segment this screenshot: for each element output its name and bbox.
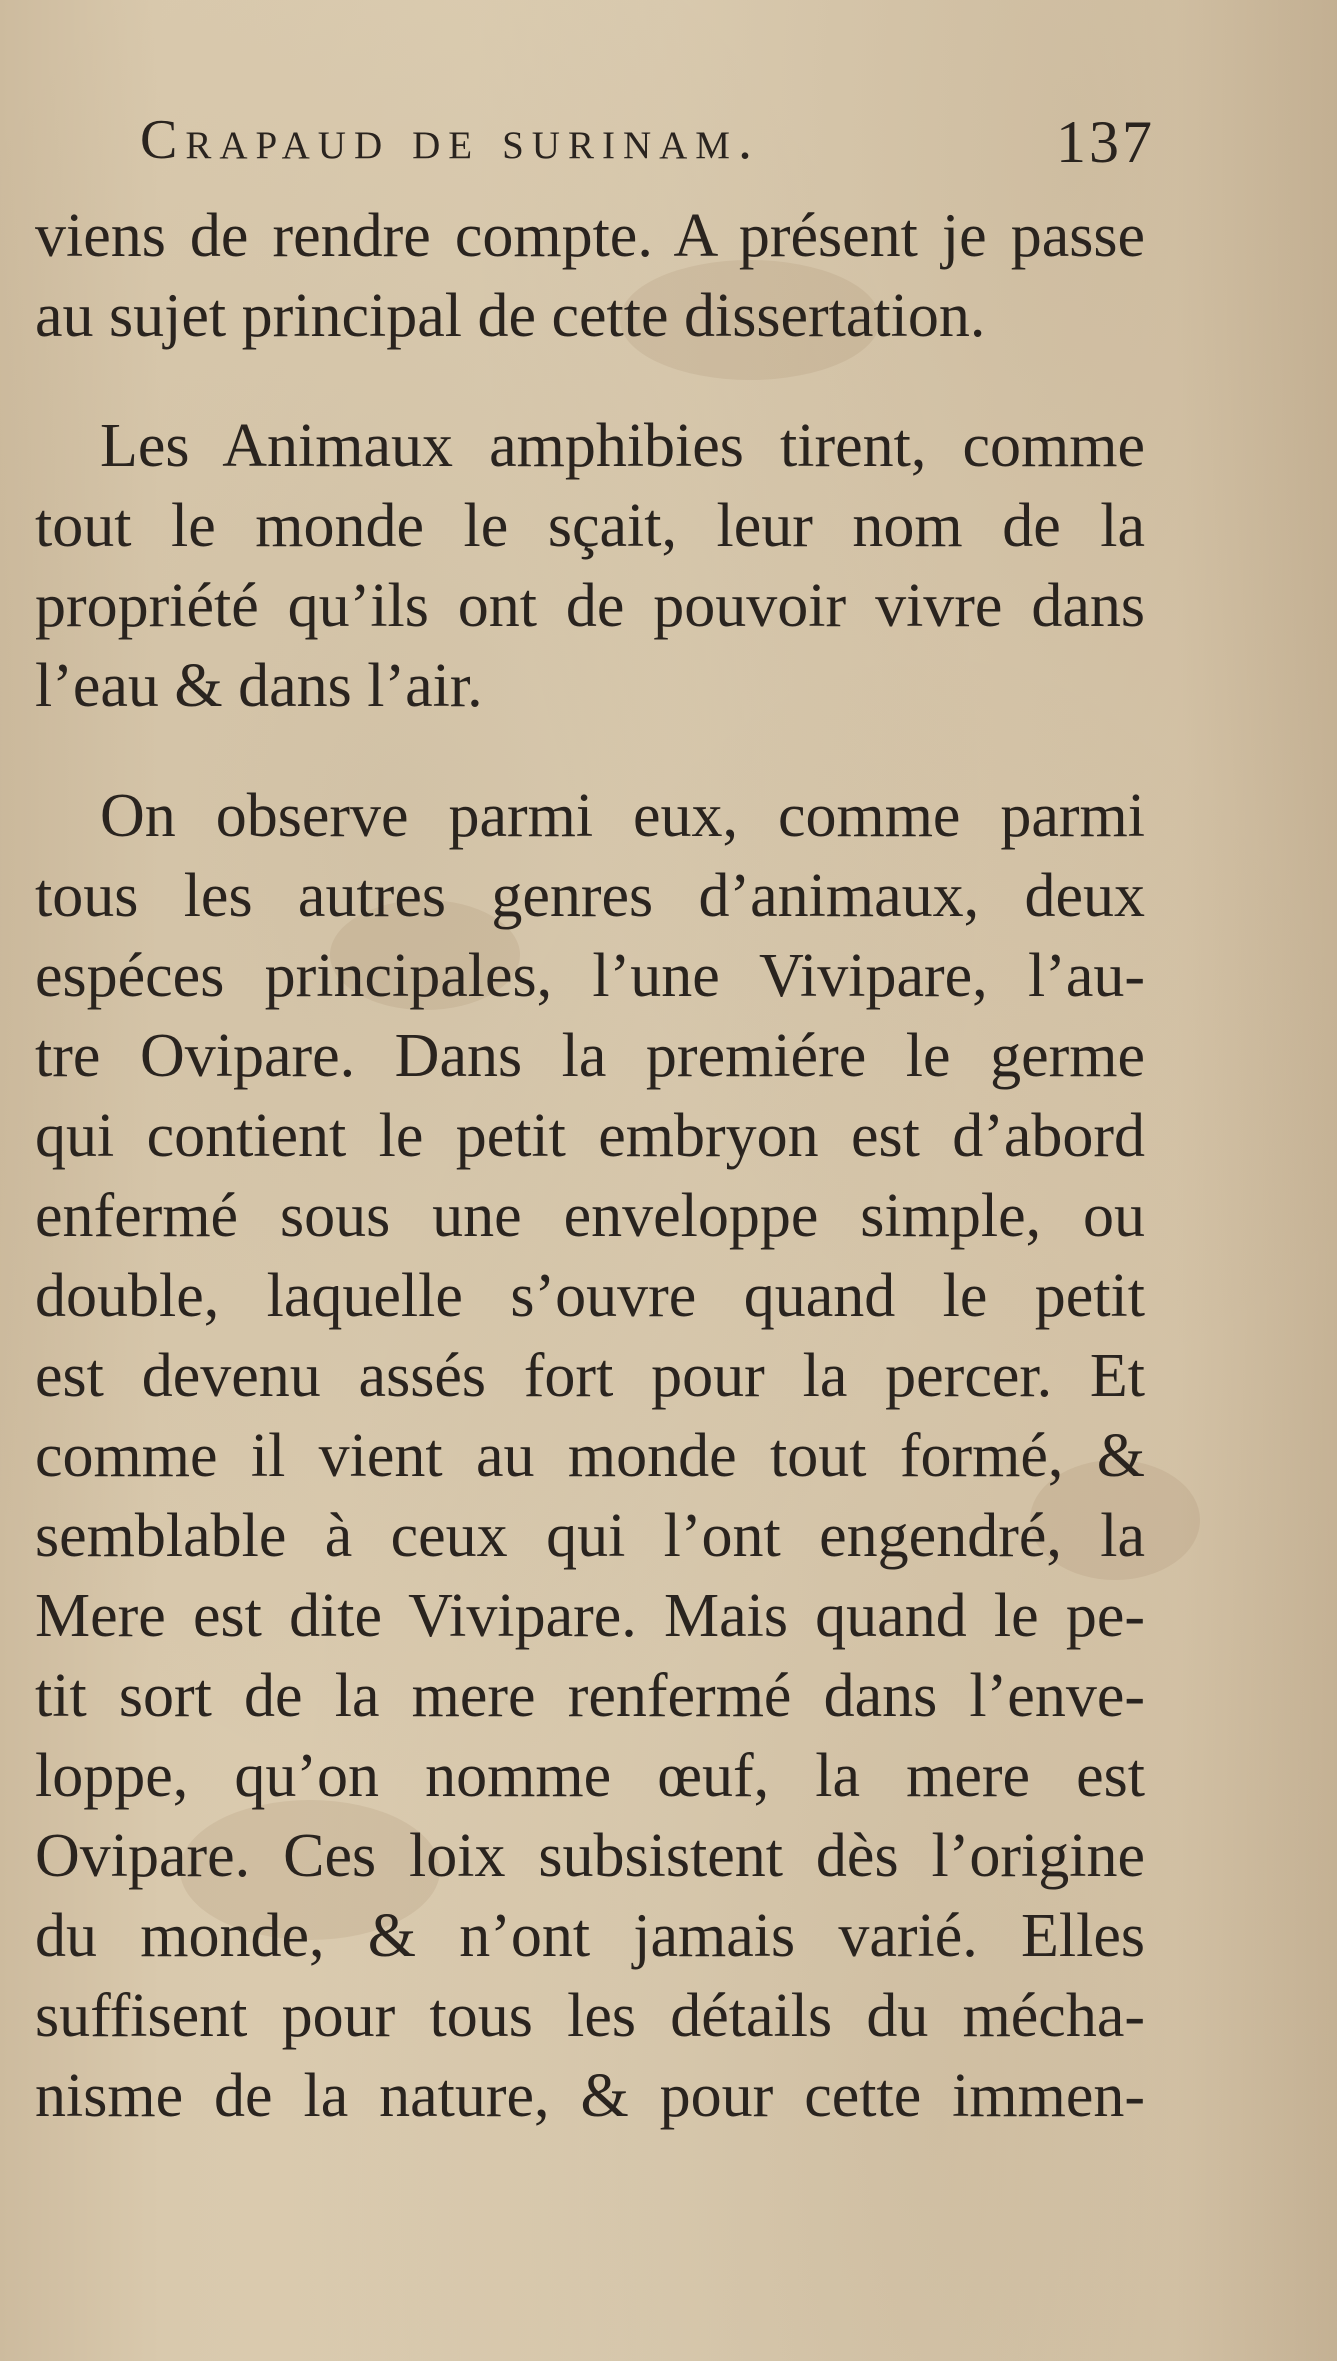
text-line: suffisent pour tous les détails du mécha- [35, 1982, 1145, 2050]
text-line: Mere est dite Vivipare. Mais quand le pe- [35, 1582, 1145, 1650]
text-line: est devenu assés fort pour la percer. Et [35, 1342, 1145, 1410]
text-line: nisme de la nature, & pour cette immen- [35, 2062, 1145, 2130]
text-line: loppe, qu’on nomme œuf, la mere est [35, 1742, 1145, 1810]
paragraph-3 [35, 776, 1145, 2136]
text-line: au sujet principal de cette dissertation. [35, 282, 986, 350]
text-line: Ovipare. Ces loix subsistent dès l’origine [35, 1822, 1145, 1890]
text-line: viens de rendre compte. A présent je passe [35, 202, 1145, 270]
text-line: tous les autres genres d’animaux, deux [35, 862, 1145, 930]
text-line: espéces principales, l’une Vivipare, l’au- [35, 942, 1145, 1010]
paragraph-1 [35, 196, 1145, 356]
text-line: l’eau & dans l’air. [35, 652, 483, 720]
page-number: 137 [1056, 109, 1155, 175]
paragraph-2 [35, 406, 1145, 726]
text-line: tre Ovipare. Dans la premiére le germe [35, 1022, 1145, 1090]
text-line: enfermé sous une enveloppe simple, ou [35, 1182, 1145, 1250]
text-line: tout le monde le sçait, leur nom de la [35, 492, 1145, 560]
text-line: On observe parmi eux, comme parmi [100, 782, 1145, 850]
text-line: du monde, & n’ont jamais varié. Elles [35, 1902, 1145, 1970]
text-line: semblable à ceux qui l’ont engendré, la [35, 1502, 1145, 1570]
text-line: propriété qu’ils ont de pouvoir vivre dans [35, 572, 1145, 640]
text-line: tit sort de la mere renfermé dans l’enve- [35, 1662, 1145, 1730]
text-line: comme il vient au monde tout formé, & [35, 1422, 1145, 1490]
text-line: double, laquelle s’ouvre quand le petit [35, 1262, 1145, 1330]
text-line: Les Animaux amphibies tirent, comme [100, 412, 1145, 480]
text-line: qui contient le petit embryon est d’abord [35, 1102, 1145, 1170]
running-header [140, 108, 1155, 188]
body-text [35, 196, 1145, 2136]
running-title: Crapaud de surinam. [140, 109, 760, 171]
